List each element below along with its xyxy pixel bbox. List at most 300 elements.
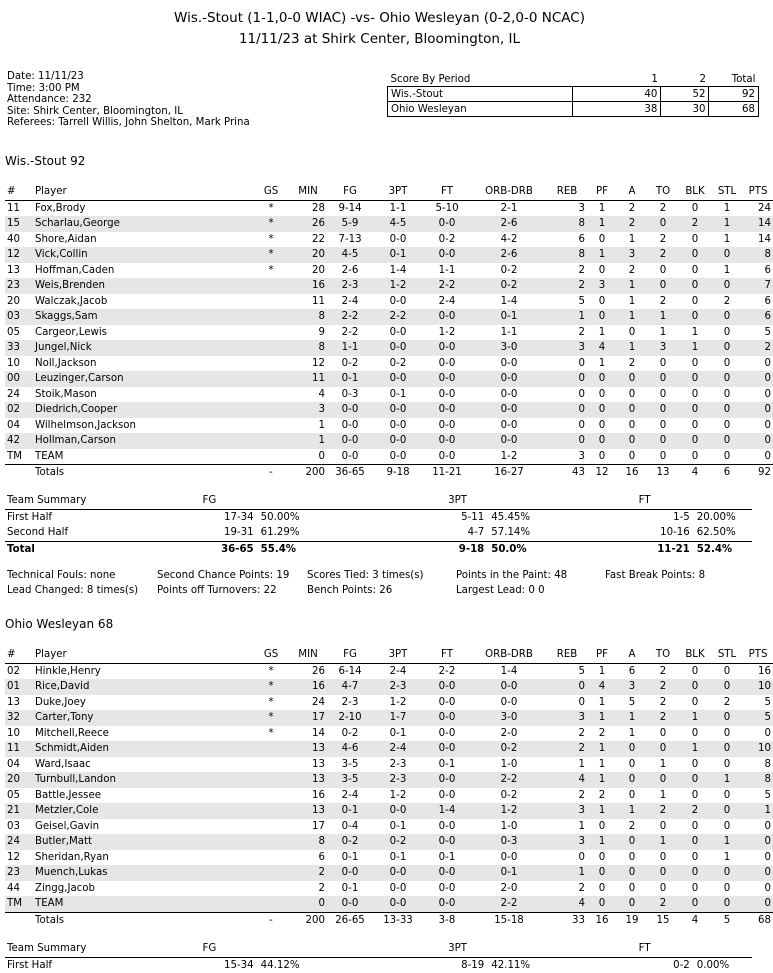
col-orb-drb: 0-0 xyxy=(500,851,518,863)
col-pts: 8 xyxy=(743,247,773,263)
col-pf-total: 16 xyxy=(587,912,617,928)
col-pts: 14 xyxy=(758,233,771,245)
score-p1: 40 xyxy=(573,87,661,102)
col-player: Cargeor,Lewis xyxy=(35,326,107,338)
col-stl: 0 xyxy=(723,665,731,677)
col-orb-drb: 0-0 xyxy=(471,402,547,418)
summary-period: First Half xyxy=(7,511,52,523)
col-gs xyxy=(253,850,289,866)
col-to: 1 xyxy=(659,326,667,338)
col-min: 13 xyxy=(312,758,325,770)
col-to: 0 xyxy=(659,419,667,431)
col-to: 2 xyxy=(659,295,667,307)
col-reb: 2 xyxy=(578,326,585,338)
col-a: 6 xyxy=(628,665,636,677)
col-stl: 1 xyxy=(711,216,743,232)
col-3pt-header: 3PT xyxy=(373,184,423,200)
col-reb-total: 33 xyxy=(547,912,587,928)
col-player: Vick,Collin xyxy=(33,247,253,263)
summary-fg-pct: 50.00% xyxy=(260,511,300,523)
col-gs xyxy=(253,865,289,881)
col-gs xyxy=(253,371,289,387)
col-a: 1 xyxy=(617,803,647,819)
col-ft: 0-0 xyxy=(423,371,471,387)
col-a: 1 xyxy=(617,710,647,726)
col-min: 16 xyxy=(312,789,325,801)
col-reb: 1 xyxy=(578,820,585,832)
col-ft: 0-0 xyxy=(423,896,471,912)
col-reb: 2 xyxy=(578,727,585,739)
summary-ft-header: FT xyxy=(637,941,692,957)
score-row-away xyxy=(388,102,759,117)
col-blk: 0 xyxy=(691,882,699,894)
col-fg: 0-1 xyxy=(327,371,373,387)
col-ft: 5-10 xyxy=(435,202,459,214)
player-row xyxy=(5,803,773,819)
info-site: Site: Shirk Center, Bloomington, IL xyxy=(7,105,183,117)
col-pf: 1 xyxy=(598,357,606,369)
col-number: 23 xyxy=(5,865,33,881)
col-fg: 0-0 xyxy=(327,433,373,449)
col-blk: 0 xyxy=(691,233,699,245)
col-pts: 0 xyxy=(743,402,773,418)
summary-3pt: 8-19 xyxy=(461,959,485,971)
col-a: 0 xyxy=(628,851,636,863)
col-player: Walczak,Jacob xyxy=(35,295,108,307)
period-2-header: 2 xyxy=(661,72,709,87)
col-ft: 0-0 xyxy=(438,388,456,400)
col-min: 14 xyxy=(312,727,325,739)
col-stl-header: STL xyxy=(711,184,743,200)
player-row xyxy=(5,325,773,341)
col-reb: 3 xyxy=(578,450,585,462)
col-stl-total: 6 xyxy=(711,465,743,481)
col-fg: 0-2 xyxy=(341,727,359,739)
col-stl: 0 xyxy=(723,758,731,770)
col-reb: 0 xyxy=(547,433,587,449)
col-pts: 14 xyxy=(743,216,773,232)
col-a: 0 xyxy=(617,741,647,757)
col-a: 1 xyxy=(617,340,647,356)
game-info xyxy=(7,71,250,129)
col-player: Noll,Jackson xyxy=(35,357,97,369)
col-a: 0 xyxy=(628,789,636,801)
col-ft: 0-1 xyxy=(438,758,456,770)
col-player: Hoffman,Caden xyxy=(35,264,115,276)
col-pts: 5 xyxy=(764,789,771,801)
col-to: 0 xyxy=(659,727,667,739)
col-min: 13 xyxy=(289,741,327,757)
col-a: 2 xyxy=(628,820,636,832)
col-ft: 1-2 xyxy=(438,326,456,338)
col-blk: 1 xyxy=(679,340,711,356)
col-orb-drb: 1-4 xyxy=(500,665,518,677)
col-3pt: 2-4 xyxy=(389,665,407,677)
info-referees: Referees: Tarrell Willis, John Shelton, Mark Prina xyxy=(7,117,250,128)
summary-header xyxy=(5,493,752,509)
col-pf: 1 xyxy=(598,758,606,770)
col-blk: 0 xyxy=(691,665,699,677)
col-fg: 5-9 xyxy=(327,216,373,232)
col-a-total: 19 xyxy=(617,912,647,928)
col-stl: 0 xyxy=(711,865,743,881)
summary-row xyxy=(5,509,752,525)
col-to: 0 xyxy=(659,820,667,832)
col-3pt: 1-2 xyxy=(389,696,407,708)
col-a-header: A xyxy=(617,647,647,663)
summary-label: Team Summary xyxy=(5,941,201,957)
col-blk-header: BLK xyxy=(679,647,711,663)
col-gs xyxy=(253,788,289,804)
col-number: 21 xyxy=(5,803,33,819)
col-gs xyxy=(253,325,289,341)
col-number-header: # xyxy=(5,184,33,200)
col-a: 0 xyxy=(617,772,647,788)
col-player: Skaggs,Sam xyxy=(33,309,253,325)
col-pf: 1 xyxy=(587,772,617,788)
col-pf: 1 xyxy=(587,216,617,232)
summary-3pt: 9-18 xyxy=(446,541,486,557)
col-to: 2 xyxy=(659,696,667,708)
col-to: 3 xyxy=(647,340,679,356)
col-ft: 0-0 xyxy=(438,820,456,832)
col-ft: 0-0 xyxy=(438,419,456,431)
col-ft: 0-2 xyxy=(438,233,456,245)
col-blk: 2 xyxy=(679,803,711,819)
col-pts: 1 xyxy=(743,803,773,819)
score-p2: 30 xyxy=(661,102,709,117)
col-blk: 0 xyxy=(691,419,699,431)
col-ft: 0-1 xyxy=(438,851,456,863)
col-3pt: 0-0 xyxy=(389,326,407,338)
col-orb-drb: 2-6 xyxy=(471,216,547,232)
col-stl: 0 xyxy=(711,309,743,325)
col-a: 0 xyxy=(617,834,647,850)
col-stl: 1 xyxy=(723,233,731,245)
col-to: 0 xyxy=(647,216,679,232)
col-player: Wilhelmson,Jackson xyxy=(35,419,136,431)
col-reb: 1 xyxy=(578,758,585,770)
player-row xyxy=(5,371,773,387)
col-gs xyxy=(253,819,289,835)
col-to: 0 xyxy=(659,357,667,369)
col-pts-header: PTS xyxy=(743,647,773,663)
col-gs xyxy=(253,387,289,403)
col-pts: 8 xyxy=(764,758,771,770)
col-ft-header: FT xyxy=(423,647,471,663)
bench-points: Bench Points: 26 xyxy=(307,585,393,596)
col-min-total: 200 xyxy=(289,465,327,481)
score-team: Wis.-Stout xyxy=(388,87,573,102)
col-number: 11 xyxy=(7,202,20,214)
col-number: TM xyxy=(5,896,33,912)
largest-lead: Largest Lead: 0 0 xyxy=(456,585,545,596)
col-pf: 0 xyxy=(598,233,606,245)
col-number: 10 xyxy=(7,357,20,369)
col-blk-total: 4 xyxy=(679,912,711,928)
col-a: 0 xyxy=(628,388,636,400)
col-3pt: 0-0 xyxy=(373,371,423,387)
col-a: 0 xyxy=(617,896,647,912)
summary-header-spacer xyxy=(486,941,636,957)
totals-row xyxy=(5,912,773,928)
col-pf-header: PF xyxy=(587,647,617,663)
col-pf: 0 xyxy=(598,419,606,431)
col-reb-header: REB xyxy=(547,184,587,200)
summary-period: Total xyxy=(5,541,201,557)
col-pts: 0 xyxy=(764,882,771,894)
col-a: 0 xyxy=(617,402,647,418)
info-time: Time: 3:00 PM xyxy=(7,82,80,94)
col-gs xyxy=(253,418,289,434)
col-reb: 0 xyxy=(547,371,587,387)
period-1-header: 1 xyxy=(573,72,661,87)
col-pts: 0 xyxy=(764,357,771,369)
col-pf: 0 xyxy=(598,851,606,863)
col-gs xyxy=(253,449,289,465)
col-player: Duke,Joey xyxy=(35,696,86,708)
col-stl: 0 xyxy=(711,402,743,418)
col-reb: 0 xyxy=(578,419,585,431)
col-a: 2 xyxy=(628,264,636,276)
col-fg: 2-3 xyxy=(341,696,359,708)
col-player: Metzler,Cole xyxy=(33,803,253,819)
col-3pt: 4-5 xyxy=(373,216,423,232)
col-stl: 0 xyxy=(711,803,743,819)
col-pf: 1 xyxy=(598,202,606,214)
second-chance-points: Second Chance Points: 19 xyxy=(157,570,290,581)
col-fg: 4-5 xyxy=(327,247,373,263)
col-player-header: Player xyxy=(33,184,253,200)
col-3pt: 2-3 xyxy=(373,679,423,695)
col-orb-drb: 2-2 xyxy=(471,896,547,912)
col-3pt: 0-0 xyxy=(389,419,407,431)
col-to: 0 xyxy=(647,433,679,449)
col-pts: 0 xyxy=(764,727,771,739)
summary-ft-pct: 20.00% xyxy=(696,511,736,523)
col-fg-header: FG xyxy=(327,647,373,663)
player-row xyxy=(5,402,773,418)
col-to: 1 xyxy=(647,309,679,325)
summary-row xyxy=(5,525,752,541)
player-row xyxy=(5,865,773,881)
col-gs xyxy=(253,433,289,449)
col-min: 17 xyxy=(289,710,327,726)
col-pts: 2 xyxy=(743,340,773,356)
col-pts: 10 xyxy=(743,679,773,695)
col-gs xyxy=(253,772,289,788)
col-reb: 8 xyxy=(547,247,587,263)
col-fg: 1-1 xyxy=(327,340,373,356)
col-ft: 0-0 xyxy=(423,679,471,695)
col-reb: 3 xyxy=(547,834,587,850)
team-2-title: Ohio Wesleyan 68 xyxy=(5,617,114,631)
col-reb-total: 43 xyxy=(547,465,587,481)
col-orb-drb: 1-0 xyxy=(500,758,518,770)
col-to: 0 xyxy=(659,388,667,400)
col-ft: 0-0 xyxy=(423,309,471,325)
score-by-period-header xyxy=(388,72,759,87)
col-gs: * xyxy=(268,665,274,677)
col-stl: 0 xyxy=(723,357,731,369)
col-number: 15 xyxy=(5,216,33,232)
col-orb-drb: 1-2 xyxy=(471,803,547,819)
col-stl: 0 xyxy=(711,741,743,757)
col-orb-drb: 1-1 xyxy=(500,326,518,338)
col-a: 0 xyxy=(628,326,636,338)
col-player: Weis,Brenden xyxy=(33,278,253,294)
col-min: 16 xyxy=(289,679,327,695)
col-pf: 2 xyxy=(598,727,606,739)
summary-header-spacer xyxy=(692,493,752,509)
col-stl: 2 xyxy=(723,696,731,708)
summary-label: Team Summary xyxy=(5,493,201,509)
col-number: TM xyxy=(7,450,23,462)
col-to: 1 xyxy=(659,758,667,770)
col-orb-drb: 0-0 xyxy=(471,433,547,449)
col-stl: 0 xyxy=(723,882,731,894)
col-stl-header: STL xyxy=(711,647,743,663)
fast-break-points: Fast Break Points: 8 xyxy=(605,570,706,581)
col-stl: 1 xyxy=(711,772,743,788)
col-number: 05 xyxy=(7,326,20,338)
col-player: Muench,Lukas xyxy=(33,865,253,881)
col-reb: 1 xyxy=(547,865,587,881)
col-fg: 0-1 xyxy=(327,803,373,819)
col-a: 1 xyxy=(617,309,647,325)
col-player: Shore,Aidan xyxy=(35,233,97,245)
player-row xyxy=(5,278,773,294)
col-player-total: Totals xyxy=(33,912,253,928)
col-min: 2 xyxy=(289,865,327,881)
col-to-total: 13 xyxy=(647,465,679,481)
col-a: 0 xyxy=(617,433,647,449)
summary-fg-header: FG xyxy=(201,493,256,509)
col-to-header: TO xyxy=(647,647,679,663)
col-ft: 2-2 xyxy=(438,665,456,677)
col-player: TEAM xyxy=(35,450,64,462)
col-player: Fox,Brody xyxy=(35,202,86,214)
score-p1: 38 xyxy=(573,102,661,117)
team-1-title: Wis.-Stout 92 xyxy=(5,154,86,168)
team-2-box-score xyxy=(5,647,773,928)
col-number: 04 xyxy=(7,758,20,770)
col-fg: 4-6 xyxy=(327,741,373,757)
player-row xyxy=(5,741,773,757)
col-orb-drb-header: ORB-DRB xyxy=(471,647,547,663)
col-fg: 0-1 xyxy=(341,882,359,894)
col-number: 32 xyxy=(5,710,33,726)
col-number: 03 xyxy=(5,309,33,325)
col-a: 2 xyxy=(628,202,636,214)
player-row xyxy=(5,309,773,325)
col-blk: 0 xyxy=(691,264,699,276)
col-ft: 0-0 xyxy=(438,789,456,801)
col-blk: 0 xyxy=(691,696,699,708)
summary-ft: 10-16 xyxy=(660,527,690,539)
col-number: 40 xyxy=(7,233,20,245)
col-to: 0 xyxy=(647,772,679,788)
col-orb-drb: 2-2 xyxy=(471,772,547,788)
col-3pt: 1-2 xyxy=(389,789,407,801)
col-to: 0 xyxy=(647,278,679,294)
col-reb-header: REB xyxy=(547,647,587,663)
col-3pt: 0-2 xyxy=(389,357,407,369)
col-pts: 6 xyxy=(743,309,773,325)
col-pf: 0 xyxy=(587,865,617,881)
col-to: 2 xyxy=(659,233,667,245)
col-pts: 0 xyxy=(764,851,771,863)
col-orb-drb-total: 15-18 xyxy=(471,912,547,928)
col-ft: 2-2 xyxy=(423,278,471,294)
col-pf: 1 xyxy=(598,326,606,338)
col-reb: 2 xyxy=(547,278,587,294)
col-gs xyxy=(253,356,289,372)
col-orb-drb: 4-2 xyxy=(500,233,518,245)
col-3pt: 0-1 xyxy=(389,727,407,739)
col-blk: 1 xyxy=(679,741,711,757)
player-row xyxy=(5,834,773,850)
col-3pt-total: 9-18 xyxy=(373,465,423,481)
col-3pt: 1-1 xyxy=(389,202,407,214)
summary-ft-pct: 62.50% xyxy=(696,527,736,539)
col-orb-drb-header: ORB-DRB xyxy=(471,184,547,200)
col-pts: 10 xyxy=(743,741,773,757)
col-orb-drb: 0-1 xyxy=(471,865,547,881)
col-orb-drb: 0-0 xyxy=(500,419,518,431)
col-a: 1 xyxy=(628,295,636,307)
col-orb-drb: 2-1 xyxy=(500,202,518,214)
player-row xyxy=(5,788,773,804)
summary-header-spacer xyxy=(256,493,447,509)
score-by-period-table xyxy=(387,72,759,117)
col-3pt: 0-1 xyxy=(373,247,423,263)
col-pf-header: PF xyxy=(587,184,617,200)
col-player: Jungel,Nick xyxy=(33,340,253,356)
col-a: 2 xyxy=(628,357,636,369)
col-a: 0 xyxy=(617,865,647,881)
period-total-header: Total xyxy=(709,72,759,87)
summary-row xyxy=(5,957,752,973)
col-3pt: 0-0 xyxy=(373,433,423,449)
col-number: 05 xyxy=(7,789,20,801)
col-blk: 0 xyxy=(679,309,711,325)
col-fg: 2-2 xyxy=(327,309,373,325)
col-player: Leuzinger,Carson xyxy=(33,371,253,387)
col-fg-header: FG xyxy=(327,184,373,200)
col-min: 16 xyxy=(289,278,327,294)
col-blk: 0 xyxy=(679,433,711,449)
totals-row xyxy=(5,465,773,481)
col-to: 2 xyxy=(647,679,679,695)
col-stl: 0 xyxy=(711,340,743,356)
col-3pt: 0-0 xyxy=(373,803,423,819)
col-blk-header: BLK xyxy=(679,184,711,200)
col-pts: 16 xyxy=(758,665,771,677)
col-orb-drb: 0-2 xyxy=(471,741,547,757)
col-stl: 0 xyxy=(723,820,731,832)
col-min: 24 xyxy=(312,696,325,708)
col-player: Hinkle,Henry xyxy=(35,665,101,677)
col-number-header: # xyxy=(5,647,33,663)
col-ft: 0-0 xyxy=(438,696,456,708)
col-fg: 0-2 xyxy=(341,357,359,369)
col-pf: 0 xyxy=(598,882,606,894)
col-min: 1 xyxy=(289,433,327,449)
col-a: 0 xyxy=(628,758,636,770)
col-to: 0 xyxy=(659,264,667,276)
player-row xyxy=(5,726,773,742)
